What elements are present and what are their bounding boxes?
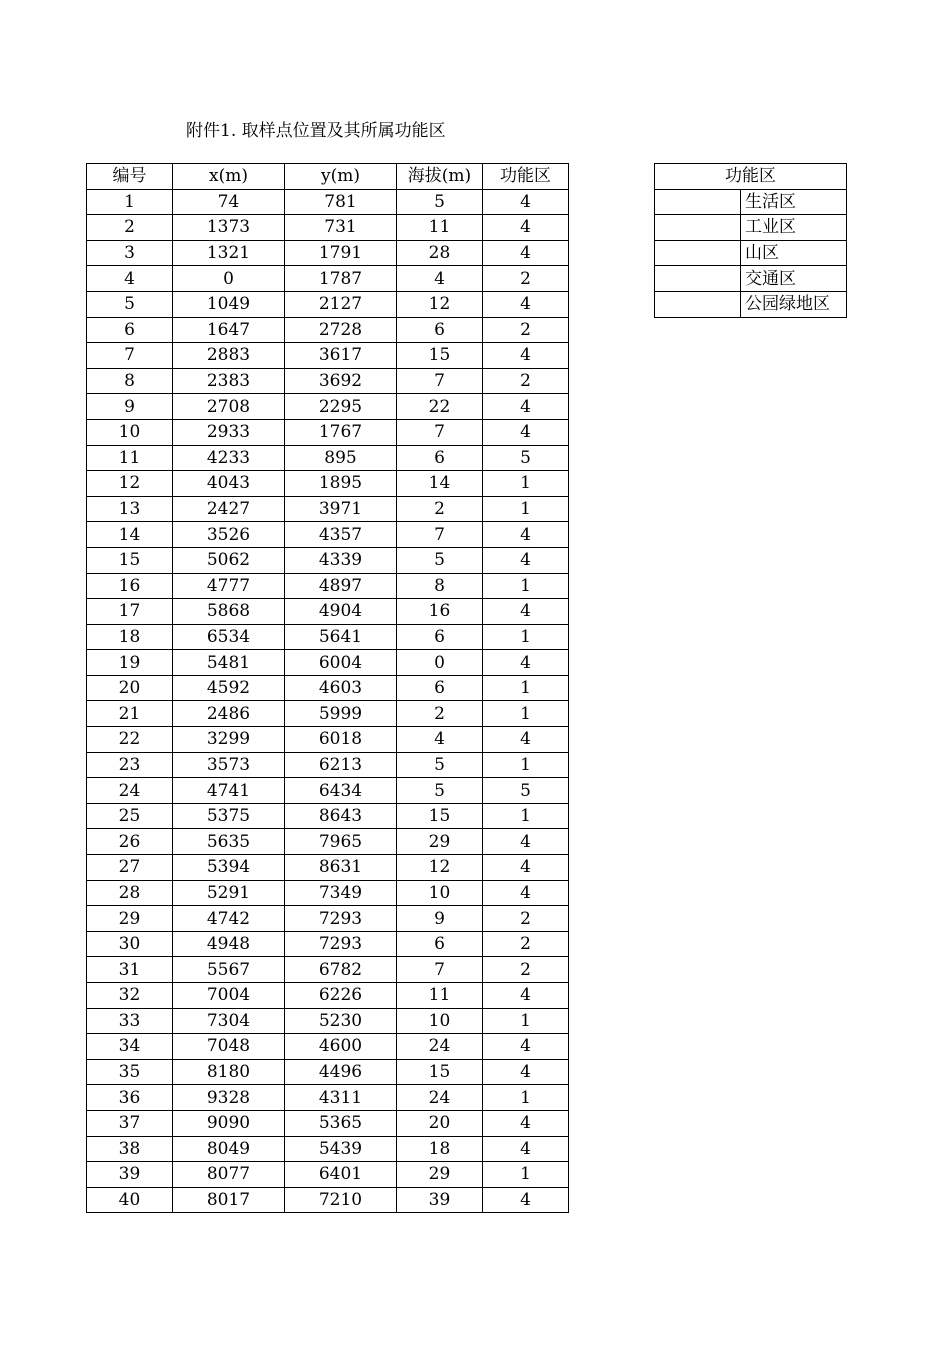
cell-y: 5439 xyxy=(285,1136,397,1162)
cell-id: 11 xyxy=(87,445,173,471)
table-row xyxy=(87,855,569,881)
cell-y: 7293 xyxy=(285,906,397,932)
table-row xyxy=(87,829,569,855)
cell-x: 7304 xyxy=(173,1008,285,1034)
table-row xyxy=(87,343,569,369)
cell-y: 7349 xyxy=(285,880,397,906)
table-row xyxy=(87,880,569,906)
cell-y: 7293 xyxy=(285,931,397,957)
cell-y: 4311 xyxy=(285,1085,397,1111)
cell-id: 32 xyxy=(87,983,173,1009)
cell-id: 2 xyxy=(87,215,173,241)
table-row xyxy=(87,547,569,573)
legend-code xyxy=(655,215,741,241)
cell-id: 1 xyxy=(87,189,173,215)
cell-id: 12 xyxy=(87,471,173,497)
cell-altitude: 7 xyxy=(397,957,483,983)
cell-x: 5062 xyxy=(173,547,285,573)
cell-zone: 1 xyxy=(483,1085,569,1111)
cell-y: 1767 xyxy=(285,419,397,445)
cell-y: 8631 xyxy=(285,855,397,881)
cell-altitude: 14 xyxy=(397,471,483,497)
cell-x: 5481 xyxy=(173,650,285,676)
cell-altitude: 24 xyxy=(397,1085,483,1111)
cell-zone: 4 xyxy=(483,394,569,420)
cell-y: 6213 xyxy=(285,752,397,778)
cell-x: 2708 xyxy=(173,394,285,420)
cell-id: 5 xyxy=(87,291,173,317)
cell-altitude: 6 xyxy=(397,624,483,650)
cell-x: 5394 xyxy=(173,855,285,881)
cell-y: 8643 xyxy=(285,803,397,829)
cell-id: 14 xyxy=(87,522,173,548)
cell-y: 5999 xyxy=(285,701,397,727)
cell-id: 39 xyxy=(87,1162,173,1188)
legend-code xyxy=(655,240,741,266)
table-row xyxy=(87,445,569,471)
cell-x: 5291 xyxy=(173,880,285,906)
cell-zone: 1 xyxy=(483,803,569,829)
cell-y: 6004 xyxy=(285,650,397,676)
cell-y: 4357 xyxy=(285,522,397,548)
cell-altitude: 5 xyxy=(397,752,483,778)
cell-y: 4339 xyxy=(285,547,397,573)
legend-row xyxy=(655,215,847,241)
cell-y: 6018 xyxy=(285,727,397,753)
legend-row xyxy=(655,266,847,292)
cell-id: 9 xyxy=(87,394,173,420)
cell-id: 38 xyxy=(87,1136,173,1162)
table-row xyxy=(87,522,569,548)
cell-id: 36 xyxy=(87,1085,173,1111)
cell-y: 3971 xyxy=(285,496,397,522)
table-row xyxy=(87,906,569,932)
cell-zone: 5 xyxy=(483,778,569,804)
cell-id: 25 xyxy=(87,803,173,829)
cell-x: 8017 xyxy=(173,1187,285,1213)
cell-x: 5375 xyxy=(173,803,285,829)
table-header-row xyxy=(87,164,569,190)
cell-x: 7048 xyxy=(173,1034,285,1060)
cell-altitude: 7 xyxy=(397,419,483,445)
cell-zone: 4 xyxy=(483,1187,569,1213)
cell-zone: 1 xyxy=(483,752,569,778)
cell-zone: 4 xyxy=(483,727,569,753)
legend-code xyxy=(655,291,741,317)
cell-zone: 1 xyxy=(483,496,569,522)
legend-header: 功能区 xyxy=(655,164,847,190)
cell-altitude: 5 xyxy=(397,547,483,573)
cell-y: 6434 xyxy=(285,778,397,804)
cell-altitude: 10 xyxy=(397,1008,483,1034)
cell-zone: 4 xyxy=(483,829,569,855)
cell-id: 8 xyxy=(87,368,173,394)
cell-altitude: 29 xyxy=(397,1162,483,1188)
cell-altitude: 18 xyxy=(397,1136,483,1162)
cell-y: 4603 xyxy=(285,675,397,701)
table-row xyxy=(87,931,569,957)
cell-zone: 2 xyxy=(483,266,569,292)
table-row xyxy=(87,1008,569,1034)
cell-zone: 4 xyxy=(483,650,569,676)
cell-id: 28 xyxy=(87,880,173,906)
legend-row xyxy=(655,240,847,266)
cell-x: 2883 xyxy=(173,343,285,369)
legend-header-row xyxy=(655,164,847,190)
cell-zone: 4 xyxy=(483,291,569,317)
cell-altitude: 22 xyxy=(397,394,483,420)
table-row xyxy=(87,189,569,215)
table-row xyxy=(87,778,569,804)
cell-y: 7965 xyxy=(285,829,397,855)
cell-id: 30 xyxy=(87,931,173,957)
cell-id: 35 xyxy=(87,1059,173,1085)
cell-x: 4043 xyxy=(173,471,285,497)
cell-y: 781 xyxy=(285,189,397,215)
sampling-points-table xyxy=(86,163,569,1213)
cell-x: 74 xyxy=(173,189,285,215)
cell-altitude: 4 xyxy=(397,266,483,292)
header-id: 编号 xyxy=(87,164,173,190)
cell-altitude: 7 xyxy=(397,368,483,394)
header-altitude: 海拔(m) xyxy=(397,164,483,190)
header-x: x(m) xyxy=(173,164,285,190)
cell-y: 1895 xyxy=(285,471,397,497)
cell-altitude: 0 xyxy=(397,650,483,676)
cell-altitude: 39 xyxy=(397,1187,483,1213)
cell-zone: 4 xyxy=(483,215,569,241)
cell-id: 24 xyxy=(87,778,173,804)
table-row xyxy=(87,752,569,778)
table-row xyxy=(87,394,569,420)
cell-y: 2127 xyxy=(285,291,397,317)
cell-id: 34 xyxy=(87,1034,173,1060)
cell-y: 3692 xyxy=(285,368,397,394)
cell-zone: 4 xyxy=(483,1136,569,1162)
cell-id: 31 xyxy=(87,957,173,983)
table-row xyxy=(87,983,569,1009)
table-row xyxy=(87,599,569,625)
cell-id: 17 xyxy=(87,599,173,625)
cell-y: 4904 xyxy=(285,599,397,625)
cell-id: 33 xyxy=(87,1008,173,1034)
cell-x: 8077 xyxy=(173,1162,285,1188)
cell-zone: 2 xyxy=(483,906,569,932)
cell-x: 4742 xyxy=(173,906,285,932)
table-row xyxy=(87,1110,569,1136)
cell-id: 29 xyxy=(87,906,173,932)
cell-altitude: 16 xyxy=(397,599,483,625)
table-row xyxy=(87,419,569,445)
cell-zone: 4 xyxy=(483,1110,569,1136)
cell-y: 731 xyxy=(285,215,397,241)
cell-y: 2728 xyxy=(285,317,397,343)
cell-x: 7004 xyxy=(173,983,285,1009)
cell-zone: 2 xyxy=(483,931,569,957)
cell-y: 4600 xyxy=(285,1034,397,1060)
cell-x: 1647 xyxy=(173,317,285,343)
cell-x: 4777 xyxy=(173,573,285,599)
table-row xyxy=(87,1034,569,1060)
cell-altitude: 15 xyxy=(397,803,483,829)
table-row xyxy=(87,1059,569,1085)
cell-zone: 4 xyxy=(483,880,569,906)
cell-altitude: 9 xyxy=(397,906,483,932)
table-row xyxy=(87,1187,569,1213)
table-row xyxy=(87,291,569,317)
cell-id: 40 xyxy=(87,1187,173,1213)
cell-altitude: 5 xyxy=(397,778,483,804)
cell-zone: 4 xyxy=(483,547,569,573)
cell-id: 13 xyxy=(87,496,173,522)
cell-altitude: 8 xyxy=(397,573,483,599)
cell-altitude: 15 xyxy=(397,343,483,369)
cell-y: 6226 xyxy=(285,983,397,1009)
document-title: 附件1. 取样点位置及其所属功能区 xyxy=(186,121,446,141)
cell-zone: 4 xyxy=(483,419,569,445)
legend-code xyxy=(655,266,741,292)
table-row xyxy=(87,266,569,292)
cell-id: 37 xyxy=(87,1110,173,1136)
cell-id: 15 xyxy=(87,547,173,573)
cell-id: 21 xyxy=(87,701,173,727)
cell-id: 18 xyxy=(87,624,173,650)
cell-altitude: 6 xyxy=(397,445,483,471)
cell-id: 19 xyxy=(87,650,173,676)
cell-altitude: 6 xyxy=(397,317,483,343)
table-row xyxy=(87,1136,569,1162)
cell-x: 1049 xyxy=(173,291,285,317)
cell-id: 7 xyxy=(87,343,173,369)
cell-x: 2427 xyxy=(173,496,285,522)
cell-x: 3573 xyxy=(173,752,285,778)
cell-zone: 4 xyxy=(483,855,569,881)
cell-x: 6534 xyxy=(173,624,285,650)
cell-y: 5641 xyxy=(285,624,397,650)
cell-x: 3526 xyxy=(173,522,285,548)
cell-x: 4948 xyxy=(173,931,285,957)
cell-id: 20 xyxy=(87,675,173,701)
table-row xyxy=(87,368,569,394)
cell-altitude: 4 xyxy=(397,727,483,753)
cell-altitude: 12 xyxy=(397,291,483,317)
cell-zone: 2 xyxy=(483,957,569,983)
cell-x: 2486 xyxy=(173,701,285,727)
cell-zone: 1 xyxy=(483,1008,569,1034)
cell-y: 1791 xyxy=(285,240,397,266)
cell-x: 4233 xyxy=(173,445,285,471)
cell-x: 8180 xyxy=(173,1059,285,1085)
cell-id: 6 xyxy=(87,317,173,343)
table-row xyxy=(87,957,569,983)
table-row xyxy=(87,624,569,650)
cell-zone: 1 xyxy=(483,573,569,599)
cell-altitude: 6 xyxy=(397,675,483,701)
cell-zone: 4 xyxy=(483,983,569,1009)
cell-zone: 4 xyxy=(483,522,569,548)
cell-id: 16 xyxy=(87,573,173,599)
cell-altitude: 24 xyxy=(397,1034,483,1060)
cell-id: 3 xyxy=(87,240,173,266)
cell-x: 5868 xyxy=(173,599,285,625)
cell-id: 26 xyxy=(87,829,173,855)
cell-zone: 1 xyxy=(483,471,569,497)
cell-x: 5635 xyxy=(173,829,285,855)
cell-altitude: 10 xyxy=(397,880,483,906)
cell-y: 7210 xyxy=(285,1187,397,1213)
legend-zone-name: 交通区 xyxy=(741,266,847,292)
legend-zone-name: 工业区 xyxy=(741,215,847,241)
cell-zone: 2 xyxy=(483,368,569,394)
legend-zone-name: 公园绿地区 xyxy=(741,291,847,317)
table-row xyxy=(87,317,569,343)
cell-x: 2933 xyxy=(173,419,285,445)
legend-zone-name: 山区 xyxy=(741,240,847,266)
cell-altitude: 15 xyxy=(397,1059,483,1085)
cell-zone: 1 xyxy=(483,701,569,727)
cell-y: 3617 xyxy=(285,343,397,369)
cell-x: 1321 xyxy=(173,240,285,266)
cell-zone: 2 xyxy=(483,317,569,343)
cell-y: 5365 xyxy=(285,1110,397,1136)
cell-altitude: 12 xyxy=(397,855,483,881)
cell-zone: 1 xyxy=(483,675,569,701)
cell-x: 9328 xyxy=(173,1085,285,1111)
cell-y: 6401 xyxy=(285,1162,397,1188)
cell-altitude: 20 xyxy=(397,1110,483,1136)
cell-zone: 1 xyxy=(483,1162,569,1188)
header-zone: 功能区 xyxy=(483,164,569,190)
table-row xyxy=(87,573,569,599)
cell-altitude: 28 xyxy=(397,240,483,266)
cell-x: 0 xyxy=(173,266,285,292)
cell-altitude: 7 xyxy=(397,522,483,548)
legend-code xyxy=(655,189,741,215)
table-row xyxy=(87,1162,569,1188)
table-row xyxy=(87,240,569,266)
table-row xyxy=(87,727,569,753)
cell-zone: 4 xyxy=(483,1034,569,1060)
legend-row xyxy=(655,189,847,215)
table-row xyxy=(87,675,569,701)
zone-legend-table xyxy=(654,163,847,318)
cell-x: 1373 xyxy=(173,215,285,241)
legend-row xyxy=(655,291,847,317)
cell-altitude: 29 xyxy=(397,829,483,855)
cell-x: 9090 xyxy=(173,1110,285,1136)
cell-x: 8049 xyxy=(173,1136,285,1162)
cell-id: 22 xyxy=(87,727,173,753)
cell-x: 4741 xyxy=(173,778,285,804)
cell-zone: 4 xyxy=(483,343,569,369)
cell-y: 895 xyxy=(285,445,397,471)
table-row xyxy=(87,650,569,676)
cell-zone: 4 xyxy=(483,240,569,266)
cell-id: 27 xyxy=(87,855,173,881)
cell-altitude: 11 xyxy=(397,983,483,1009)
table-row xyxy=(87,215,569,241)
cell-x: 2383 xyxy=(173,368,285,394)
cell-y: 1787 xyxy=(285,266,397,292)
cell-id: 23 xyxy=(87,752,173,778)
cell-y: 5230 xyxy=(285,1008,397,1034)
cell-zone: 4 xyxy=(483,599,569,625)
cell-x: 3299 xyxy=(173,727,285,753)
cell-zone: 4 xyxy=(483,189,569,215)
cell-zone: 5 xyxy=(483,445,569,471)
cell-id: 4 xyxy=(87,266,173,292)
table-row xyxy=(87,803,569,829)
table-row xyxy=(87,1085,569,1111)
cell-altitude: 6 xyxy=(397,931,483,957)
cell-id: 10 xyxy=(87,419,173,445)
cell-y: 2295 xyxy=(285,394,397,420)
cell-altitude: 11 xyxy=(397,215,483,241)
cell-altitude: 5 xyxy=(397,189,483,215)
table-row xyxy=(87,496,569,522)
cell-x: 4592 xyxy=(173,675,285,701)
legend-zone-name: 生活区 xyxy=(741,189,847,215)
table-row xyxy=(87,701,569,727)
cell-zone: 1 xyxy=(483,624,569,650)
cell-y: 4897 xyxy=(285,573,397,599)
cell-altitude: 2 xyxy=(397,701,483,727)
header-y: y(m) xyxy=(285,164,397,190)
cell-zone: 4 xyxy=(483,1059,569,1085)
cell-altitude: 2 xyxy=(397,496,483,522)
table-row xyxy=(87,471,569,497)
cell-y: 4496 xyxy=(285,1059,397,1085)
cell-y: 6782 xyxy=(285,957,397,983)
cell-x: 5567 xyxy=(173,957,285,983)
